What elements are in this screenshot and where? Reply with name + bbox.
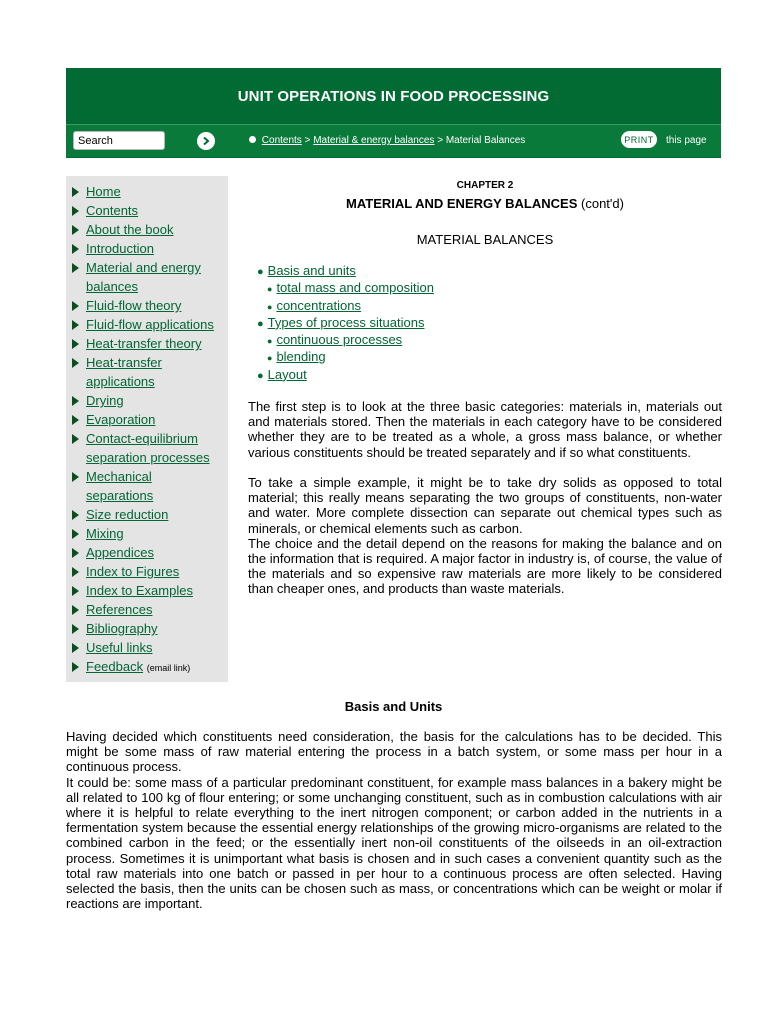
triangle-right-icon	[72, 605, 79, 615]
toc-link[interactable]: concentrations	[276, 297, 361, 313]
sidebar-item-appendices	[66, 543, 221, 562]
sidebar-item-material-energy	[66, 258, 221, 296]
search-go-button[interactable]	[197, 132, 215, 150]
toc-link[interactable]: continuous processes	[276, 332, 403, 348]
bullet-icon: ●	[257, 317, 264, 330]
sidebar-item-mechanical-separations	[66, 467, 221, 505]
sidebar-link[interactable]: Material and energy balances	[86, 260, 201, 294]
toc-item	[248, 298, 722, 315]
triangle-right-icon	[72, 510, 79, 520]
triangle-right-icon	[72, 301, 79, 311]
bullet-icon: ●	[267, 301, 273, 312]
sidebar-item-feedback	[66, 657, 221, 678]
sidebar-item-references	[66, 600, 221, 619]
basis-paragraph: Having decided which constituents need consideration, the basis for the calculations has to be decided. This might be some mass of raw material entering the process in a batch system, or some mass per hour in a continuous process.	[66, 729, 722, 775]
sidebar-link[interactable]: Index to Examples	[86, 583, 193, 598]
toc-item	[248, 349, 722, 366]
sidebar-item-index-figures	[66, 562, 221, 581]
main-content	[248, 180, 722, 597]
toc-item	[248, 315, 722, 332]
sidebar-link[interactable]: Mixing	[86, 526, 124, 541]
chapter-title-text: MATERIAL AND ENERGY BALANCES	[346, 196, 578, 211]
sidebar-item-about	[66, 220, 221, 239]
sidebar-item-heat-transfer-theory	[66, 334, 221, 353]
site-header	[66, 68, 721, 158]
sidebar-link[interactable]: About the book	[86, 222, 174, 237]
sidebar-item-bibliography	[66, 619, 221, 638]
intro-paragraph: The first step is to look at the three basic categories: materials in, materials out and materials stored. Then the materials in each category have to be considered whether they are to be treated as a whole, a gross mass balance, or whether various constituents should be treated separately and if so what constituents.	[248, 399, 722, 460]
sidebar-link[interactable]: Feedback	[86, 659, 144, 674]
triangle-right-icon	[72, 320, 79, 330]
toc-link[interactable]: Layout	[267, 366, 307, 382]
sidebar-item-size-reduction	[66, 505, 221, 524]
chapter-title	[248, 196, 722, 211]
sidebar-item-index-examples	[66, 581, 221, 600]
sidebar-item-useful-links	[66, 638, 221, 657]
sidebar-link[interactable]: Drying	[86, 393, 124, 408]
toc-item	[248, 263, 722, 280]
basis-paragraph: It could be: some mass of a particular predominant constituent, for example mass balances in a bakery might be all related to 100 kg of flour entering; or some unchanging constituent, such as in combustion calculations with air where it is helpful to relate everything to the inert nitrogen component; or carbon added in the nutrients in a fermentation system because the essential energy relationships of the growing micro-organisms are related to the combined carbon in the feed; or the essentially inert non-oil constituents of the oilseeds in an oil-extraction process. Sometimes it is unimportant what basis is chosen and in such cases a convenient quantity such as the total raw materials into one batch or passed in per hour to a continuous process are often selected. Having selected the basis, then the units can be chosen such as mass, or concentrations which can be weight or molar if reactions are important.	[66, 774, 722, 912]
sidebar-link[interactable]: Heat-transfer theory	[86, 336, 202, 351]
triangle-right-icon	[72, 339, 79, 349]
toc-item	[248, 367, 722, 384]
chevron-right-icon	[201, 136, 211, 146]
sidebar-link[interactable]: Evaporation	[86, 412, 156, 427]
triangle-right-icon	[72, 187, 79, 197]
section-title: MATERIAL BALANCES	[416, 232, 554, 247]
sidebar-item-introduction	[66, 239, 221, 258]
triangle-right-icon	[72, 225, 79, 235]
triangle-right-icon	[72, 206, 79, 216]
breadcrumb	[249, 135, 525, 146]
sidebar-link[interactable]: Index to Figures	[86, 564, 180, 579]
sidebar-link[interactable]: Bibliography	[86, 621, 158, 636]
table-of-contents	[248, 263, 722, 384]
email-link-note: (email link)	[146, 663, 191, 673]
print-button[interactable]: PRINT	[621, 131, 657, 148]
sidebar-nav	[66, 176, 228, 682]
toc-link[interactable]: blending	[276, 349, 326, 365]
site-title: UNIT OPERATIONS IN FOOD PROCESSING	[237, 88, 550, 105]
triangle-right-icon	[72, 567, 79, 577]
triangle-right-icon	[72, 548, 79, 558]
triangle-right-icon	[72, 586, 79, 596]
sidebar-link[interactable]: Home	[86, 184, 121, 199]
detail-paragraph: The choice and the detail depend on the reasons for making the balance and on the information that is required. A major factor in industry is, of course, the value of the materials and so expensive raw materials are more likely to be considered than cheaper ones, and products than waste materials.	[248, 535, 722, 597]
sidebar-item-drying	[66, 391, 221, 410]
sidebar-item-evaporation	[66, 410, 221, 429]
triangle-right-icon	[72, 244, 79, 254]
bullet-icon: ●	[257, 369, 264, 382]
breadcrumb-separator: >	[304, 135, 311, 146]
chapter-label: CHAPTER 2	[456, 180, 514, 191]
triangle-right-icon	[72, 662, 79, 672]
bullet-icon: ●	[267, 336, 273, 347]
breadcrumb-section-link[interactable]: Material & energy balances	[313, 135, 435, 146]
breadcrumb-contents-link[interactable]: Contents	[261, 135, 302, 146]
bullet-icon: ●	[267, 353, 273, 364]
basis-section	[66, 729, 722, 911]
example-paragraph: To take a simple example, it might be to take dry solids as opposed to total material; this really means separating the two groups of constituents, non-water and water. More complete dissection can separate out chemical types such as minerals, or chemical elements such as carbon.	[248, 474, 722, 536]
sidebar-item-heat-transfer-applications	[66, 353, 221, 391]
sidebar-link[interactable]: Introduction	[86, 241, 154, 256]
search-input[interactable]	[73, 131, 165, 150]
toc-link[interactable]: Basis and units	[267, 263, 356, 278]
sidebar-link[interactable]: Size reduction	[86, 507, 169, 522]
bullet-icon: ●	[257, 266, 264, 278]
triangle-right-icon	[72, 643, 79, 653]
sidebar-link[interactable]: Fluid-flow theory	[86, 298, 182, 313]
bullet-icon	[249, 136, 256, 143]
header-toolbar	[66, 124, 721, 157]
print-suffix-text: this page	[666, 135, 707, 146]
toc-item	[248, 332, 722, 349]
sidebar-item-mixing	[66, 524, 221, 543]
sidebar-item-fluid-flow-theory	[66, 296, 221, 315]
sidebar-link[interactable]: Contact-equilibrium separation processes	[86, 431, 210, 465]
sidebar-link[interactable]: Heat-transfer applications	[86, 355, 162, 389]
breadcrumb-separator: >	[437, 135, 444, 146]
toc-link[interactable]: total mass and composition	[276, 280, 434, 296]
bullet-icon: ●	[267, 284, 273, 295]
triangle-right-icon	[72, 396, 79, 406]
triangle-right-icon	[72, 358, 79, 368]
toc-item	[248, 280, 722, 297]
sidebar-link[interactable]: Mechanical separations	[86, 469, 154, 503]
toc-link[interactable]: Types of process situations	[267, 314, 425, 330]
triangle-right-icon	[72, 263, 79, 273]
sidebar-link[interactable]: Contents	[86, 203, 139, 218]
sidebar-link[interactable]: Fluid-flow applications	[86, 317, 214, 332]
sidebar-item-contact-equilibrium	[66, 429, 221, 467]
sidebar-item-home	[66, 182, 221, 201]
triangle-right-icon	[72, 415, 79, 425]
basis-heading: Basis and Units	[344, 699, 443, 714]
chapter-title-suffix: (cont'd)	[581, 196, 624, 211]
triangle-right-icon	[72, 529, 79, 539]
triangle-right-icon	[72, 434, 79, 444]
sidebar-link[interactable]: References	[86, 602, 153, 617]
sidebar-link[interactable]: Appendices	[86, 545, 154, 560]
breadcrumb-current: Material Balances	[445, 135, 526, 146]
sidebar-item-fluid-flow-applications	[66, 315, 221, 334]
sidebar-item-contents	[66, 201, 221, 220]
triangle-right-icon	[72, 472, 79, 482]
triangle-right-icon	[72, 624, 79, 634]
sidebar-link[interactable]: Useful links	[86, 640, 153, 655]
